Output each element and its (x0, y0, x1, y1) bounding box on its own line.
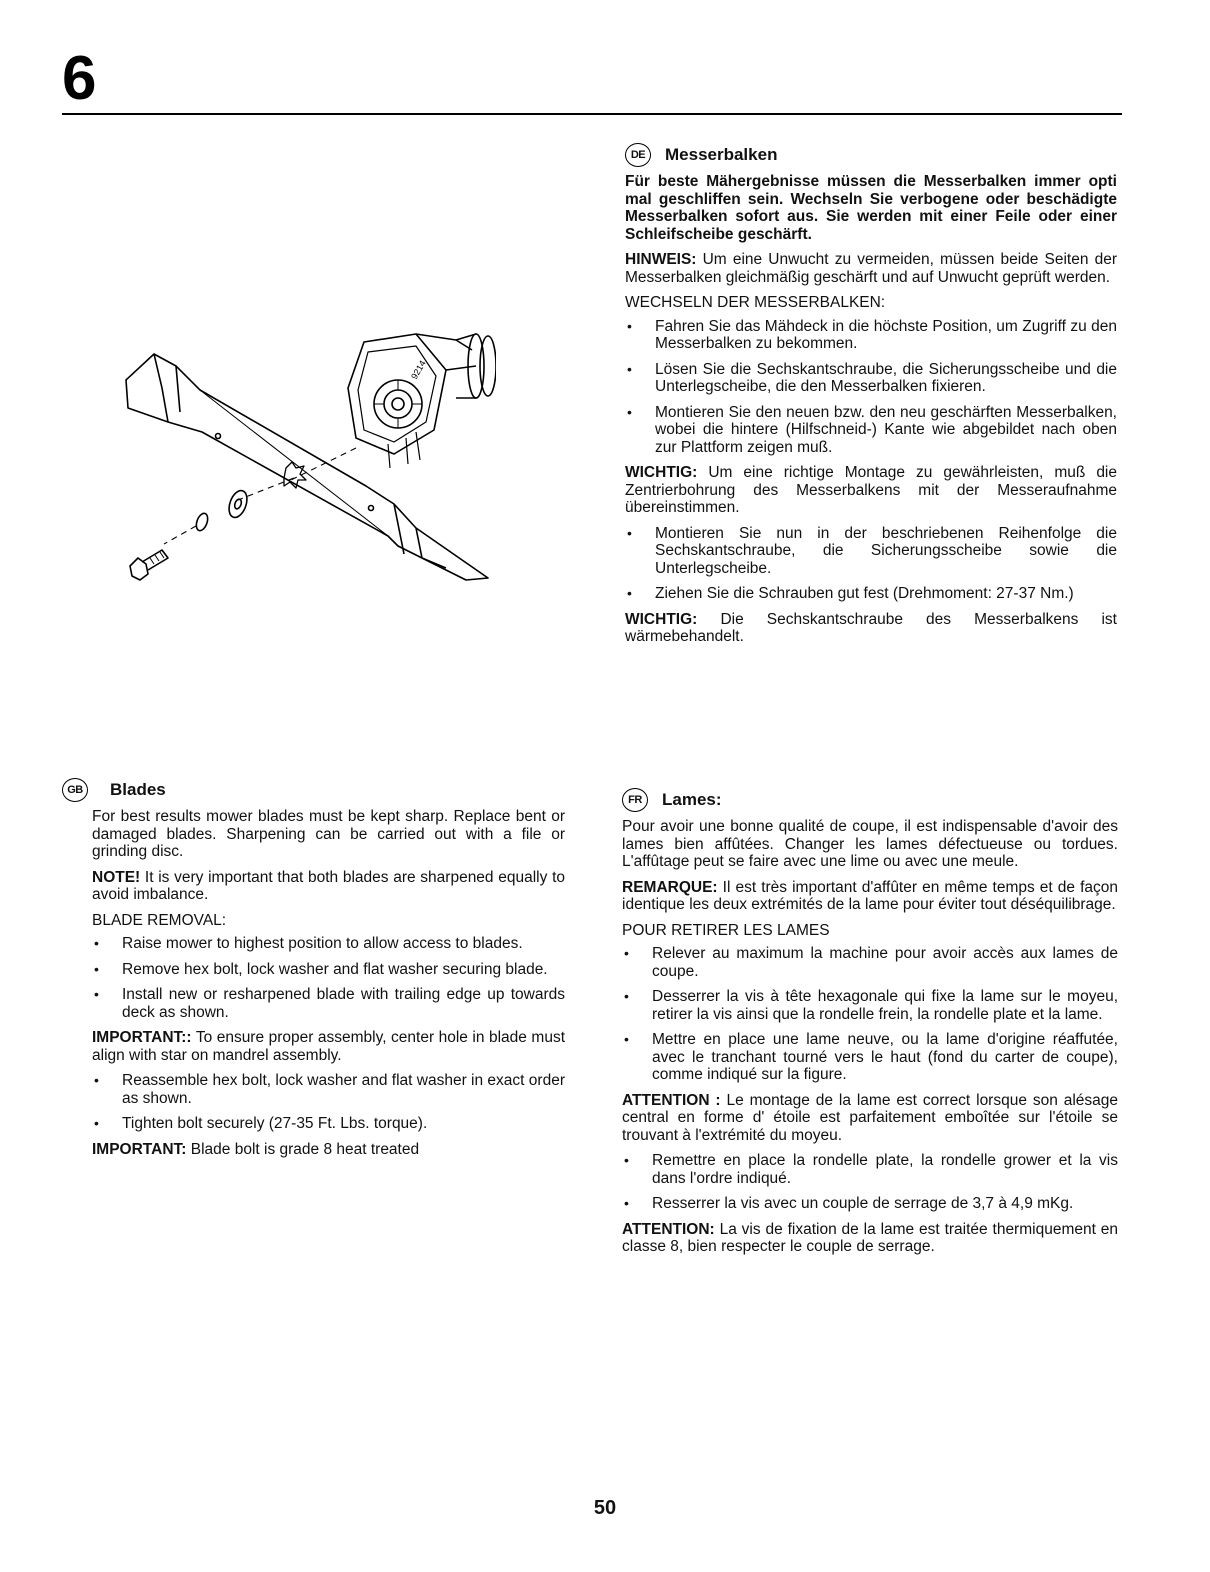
german-section (625, 143, 1117, 654)
intro-de: Für beste Mähergebnisse müssen die Messerbalken immer opti mal geschliffen sein. Wechseln Sie verbogene oder beschädigte Messerbalken sofort aus. Sie werden mit einer Feile oder einer Schleifscheibe geschärft. (625, 173, 1117, 243)
page-number: 50 (593, 1497, 617, 1519)
important-text-gb: Blade bolt is grade 8 heat treated (190, 1140, 420, 1158)
language-flag-fr-icon: FR (622, 788, 648, 812)
important1-gb (62, 1029, 565, 1064)
section-header-gb (62, 778, 565, 802)
section-title-fr: Lames: (662, 790, 722, 810)
steps2-fr (622, 1152, 1118, 1213)
important1-de (625, 464, 1117, 517)
list-item: • Reassemble hex bolt, lock washer and flat washer in exact order as shown. (94, 1072, 565, 1107)
french-section (622, 788, 1118, 1264)
list-item: • Tighten bolt securely (27-35 Ft. Lbs. torque). (94, 1115, 428, 1132)
list-item: • Montieren Sie den neuen bzw. den neu geschärften Messerbalken, wobei die hintere (Hilfschneid-) Kante wie abgebildet nach oben zur Plattform zeigen muß. (627, 403, 1117, 456)
list-item: • Montieren Sie nun in der beschriebenen Reihenfolge die Sechskantschraube, die Sicherungsscheibe sowie die Unterlegscheibe. (627, 524, 1117, 577)
list-item: • Remettre en place la rondelle plate, la rondelle grower et la vis dans l'ordre indiqué. (624, 1152, 1118, 1187)
section-header-de (625, 143, 1117, 167)
hex-bolt (130, 550, 168, 580)
important-label-fr: ATTENTION : (622, 1091, 721, 1109)
important-label-de: WICHTIG: (625, 610, 698, 628)
important2-gb (62, 1141, 565, 1159)
important-label-fr: ATTENTION: (622, 1220, 715, 1238)
lock-washer (194, 512, 210, 532)
subhead-fr: POUR RETIRER LES LAMES (622, 921, 830, 939)
intro-fr: Pour avoir une bonne qualité de coupe, il est indispensable d'avoir des lames bien affûtées. Changer les lames défectueuse ou tordues. L'affûtage peut se faire avec une lime ou avec une meule. (622, 818, 1118, 870)
important-text-fr: Le montage de la lame est correct lorsque son alésage central en forme d' étoile est parfaitement emboîtée sur l'étoile se trouvant à l'extrémité du moyeu. (622, 1091, 1118, 1144)
list-item: • Desserrer la vis à tête hexagonale qui fixe la lame sur le moyeu, retirer la vis ainsi que la rondelle frein, la rondelle plate et la lame. (624, 988, 1118, 1023)
note-de (625, 251, 1117, 286)
note-text-de: Um eine Unwucht zu vermeiden, müssen beide Seiten der Messerbalken gleichmäßig geschärft und auf Unwucht geprüft werden. (625, 251, 1117, 286)
note-label-fr: REMARQUE: (622, 878, 718, 896)
list-item: • Relever au maximum la machine pour avoir accès aux lames de coupe. (624, 945, 1118, 980)
list-item: • Raise mower to highest position to allow access to blades. (94, 935, 523, 952)
part-number-label: 9214 (409, 358, 428, 381)
chapter-number: 6 (62, 44, 97, 113)
steps-gb (62, 935, 565, 1021)
list-item: • Lösen Sie die Sechskantschraube, die Sicherungsscheibe und die Unterlegscheibe, die den Messerbalken fixieren. (627, 360, 1117, 395)
important2-fr (622, 1221, 1118, 1256)
header-rule (62, 113, 1122, 115)
steps2-gb (62, 1072, 565, 1133)
important-text-de: Die Sechskantschraube des Messerbalkens ist wärmebehandelt. (625, 610, 1117, 645)
important2-de (625, 611, 1117, 646)
steps-fr (622, 945, 1118, 1084)
list-item: • Install new or resharpened blade with trailing edge up towards deck as shown. (94, 986, 565, 1021)
important-label-gb: IMPORTANT:: (92, 1029, 192, 1046)
important1-fr (622, 1092, 1118, 1145)
important-text-de: Um eine richtige Montage zu gewährleisten, muß die Zentrierbohrung des Messerbalkens mit der Messeraufnahme übereinstimmen. (625, 464, 1117, 516)
blade-assembly-illustration (116, 318, 496, 588)
mandrel-assembly (348, 334, 496, 468)
subhead-de: WECHSELN DER MESSERBALKEN: (625, 294, 886, 311)
note-label-gb: NOTE! (92, 868, 141, 886)
language-flag-de-icon: DE (625, 143, 651, 167)
note-text-fr: Il est très important d'affûter en même temps et de façon identique les deux extrémités de la lame pour éviter tout déséquilibrage. (622, 878, 1118, 913)
steps-de (625, 318, 1117, 457)
subhead-gb: BLADE REMOVAL: (92, 911, 227, 929)
list-item: • Resserrer la vis avec un couple de serrage de 3,7 à 4,9 mKg. (624, 1195, 1074, 1212)
section-title-de: Messerbalken (665, 145, 778, 165)
note-label-de: HINWEIS: (625, 251, 697, 268)
list-item: • Remove hex bolt, lock washer and flat washer securing blade. (94, 960, 548, 978)
list-item: • Mettre en place une lame neuve, ou la lame d'origine réaffutée, avec le tranchant tourné vers le haut (fond du carter de coupe), comme indiqué sur la figure. (624, 1031, 1118, 1083)
important-label-gb: IMPORTANT: (92, 1140, 187, 1158)
steps2-de (625, 525, 1117, 603)
note-gb (62, 869, 565, 904)
language-flag-gb-icon: GB (62, 778, 88, 802)
note-text-gb: It is very important that both blades are sharpened equally to avoid imbalance. (92, 868, 565, 903)
english-section (62, 778, 565, 1166)
flat-washer (226, 488, 251, 520)
list-item: • Fahren Sie das Mähdeck in die höchste Position, um Zugriff zu den Messerbalken zu bekommen. (627, 317, 1117, 352)
important-text-gb: To ensure proper assembly, center hole in blade must align with star on mandrel assembly. (92, 1029, 566, 1064)
note-fr (622, 879, 1118, 914)
important-text-fr: La vis de fixation de la lame est traitée thermiquement en classe 8, bien respecter le couple de serrage. (622, 1220, 1118, 1255)
list-item: • Ziehen Sie die Schrauben gut fest (Drehmoment: 27-37 Nm.) (627, 585, 1074, 602)
section-header-fr (622, 788, 1118, 812)
intro-gb: For best results mower blades must be kept sharp. Replace bent or damaged blades. Sharpening can be carried out with a file or grinding disc. (92, 808, 565, 860)
section-title-gb: Blades (110, 780, 166, 800)
important-label-de: WICHTIG: (625, 464, 698, 481)
